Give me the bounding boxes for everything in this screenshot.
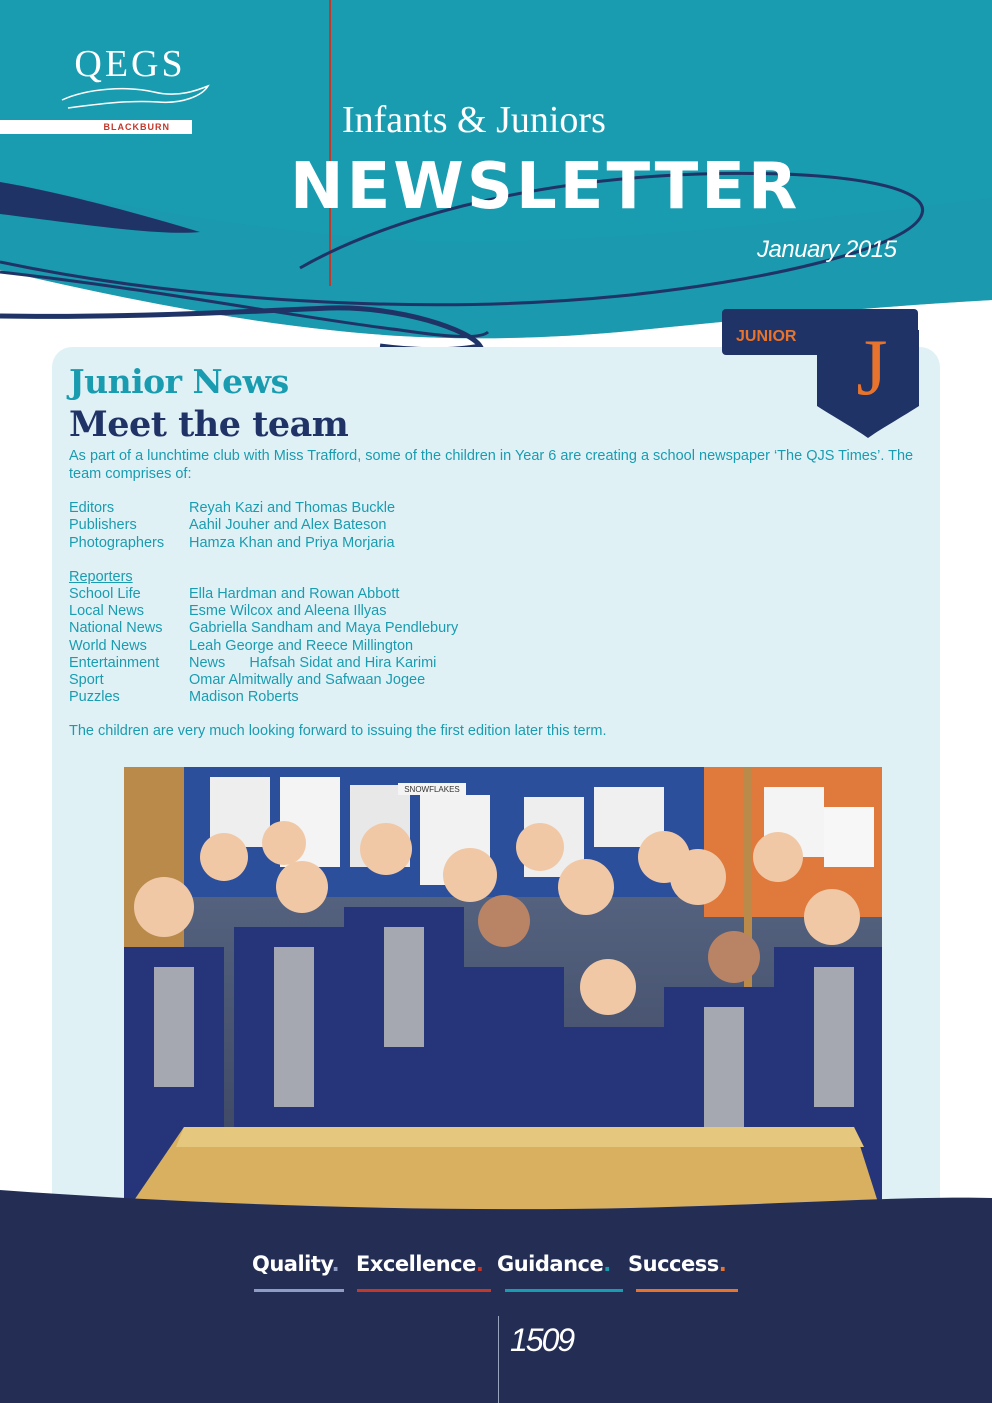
team-names: Aahil Jouher and Alex Bateson [189,517,387,533]
reporter-role: Puzzles [69,689,120,705]
photo-sign-text: SNOWFLAKES [404,785,460,794]
article-title: Meet the team [69,404,349,445]
team-photo-illustration [124,767,882,1215]
logo-sub-label: BLACKBURN [0,120,192,134]
reporters-heading: Reporters [69,569,133,585]
team-role: Photographers [69,535,165,551]
junior-tab-label: JUNIOR [736,328,797,345]
reporter-names: News Hafsah Sidat and Hira Karimi [189,655,437,671]
team-names: Hamza Khan and Priya Morjaria [189,535,395,551]
footer-band [0,1180,992,1403]
reporter-names: Madison Roberts [189,689,299,705]
motto-underline-quality [254,1289,344,1292]
team-role: Publishers [69,517,137,533]
reporter-names: Gabriella Sandham and Maya Pendlebury [189,620,459,636]
section-title: Junior News [69,362,289,401]
reporter-role: School Life [69,586,141,602]
article-intro: As part of a lunchtime club with Miss Trafford, some of the children in Year 6 are creating a school newspaper ‘The QJS Times’. The team comprises of: [69,448,914,482]
reporter-role: Sport [69,672,104,688]
motto-underline-success [636,1289,738,1292]
motto-underline-guidance [505,1289,623,1292]
reporter-role: National News [69,620,163,636]
reporter-names: Ella Hardman and Rowan Abbott [189,586,400,602]
team-names: Reyah Kazi and Thomas Buckle [189,500,396,516]
logo-swirl [58,82,218,112]
team-role: Editors [69,500,115,516]
reporter-names: Omar Almitwally and Safwaan Jogee [189,672,426,688]
reporter-role: World News [69,638,147,654]
team-photo [124,767,882,1215]
motto-quality: Quality. [252,1252,340,1276]
issue-number: 1509 [510,1322,574,1358]
newsletter-title: NEWSLETTER [290,150,801,224]
motto-success: Success. [628,1252,727,1276]
school-logo [60,44,200,84]
junior-badge-letter: J [856,324,888,412]
logo-text: QEGS [74,43,186,85]
motto-guidance: Guidance. [497,1252,611,1276]
issue-date: January 2015 [757,236,897,263]
motto-underline-excellence [357,1289,491,1292]
newsletter-subtitle: Infants & Juniors [342,99,606,141]
reporter-names: Esme Wilcox and Aleena Illyas [189,603,387,619]
reporter-names: Leah George and Reece Millington [189,638,414,654]
article-closing: The children are very much looking forward to issuing the first edition later this term. [69,723,607,739]
reporter-role: Local News [69,603,144,619]
reporter-role: Entertainment [69,655,160,671]
issue-divider [498,1316,499,1403]
motto-excellence: Excellence. [356,1252,484,1276]
